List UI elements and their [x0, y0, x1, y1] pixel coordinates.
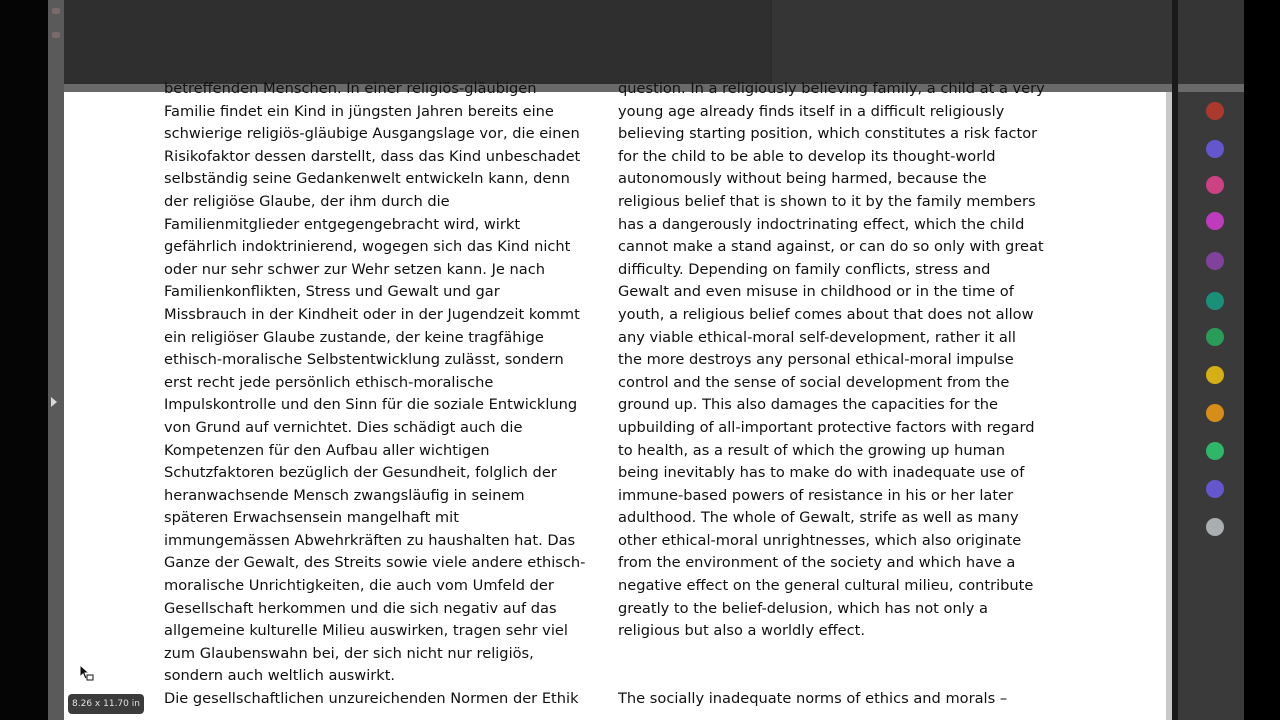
text-line: sondern auch weltlich auswirkt. [164, 667, 396, 685]
text-line: Familienkonflikten, Stress und Gewalt und gar [164, 283, 500, 301]
text-line: greatly to the belief-delusion, which has not only a [618, 599, 988, 617]
text-line: young age already finds itself in a difficult religiously [618, 102, 1005, 120]
text-line: selbständig seine Gedankenwelt entwickeln kann, denn [164, 170, 570, 188]
color-swatch[interactable] [1206, 102, 1224, 120]
text-line: has a dangerously indoctrinating effect, which the child [618, 215, 1025, 233]
text-line: Kompetenzen für den Aufbau aller wichtigen [164, 441, 490, 459]
color-swatch[interactable] [1206, 366, 1224, 384]
color-swatch[interactable] [1206, 176, 1224, 194]
color-swatch[interactable] [1206, 480, 1224, 498]
text-line: erst recht jede persönlich ethisch-moralische [164, 373, 494, 391]
far-right-edge [1244, 0, 1280, 720]
text-line: from the environment of the society and which have a [618, 554, 1016, 572]
text-line: adulthood. The whole of Gewalt, strife as well as many [618, 509, 1019, 527]
color-swatch[interactable] [1206, 292, 1224, 310]
text-line: Gewalt and even misuse in childhood or in the time of [618, 283, 1014, 301]
text-line: moralische Unrichtigkeiten, die auch vom Umfeld der [164, 577, 554, 595]
color-swatch[interactable] [1206, 140, 1224, 158]
text-line: control and the sense of social development from the [618, 373, 1010, 391]
text-line: ein religiöser Glaube zustande, der keine tragfähige [164, 328, 544, 346]
text-line: being inevitably has to make do with inadequate use of [618, 464, 1025, 482]
text-line: Schutzfaktoren bezüglich der Gesundheit, folglich der [164, 464, 557, 482]
color-swatch[interactable] [1206, 328, 1224, 346]
text-line: autonomously without being harmed, because the [618, 170, 987, 188]
color-swatch[interactable] [1206, 252, 1224, 270]
text-line: any viable ethical-moral self-development, rather it all [618, 328, 1016, 346]
text-line [618, 665, 1058, 688]
text-line: immune-based powers of resistance in his or her later [618, 486, 1014, 504]
text-line: Risikofaktor dessen darstellt, dass das Kind unbeschadet [164, 147, 581, 165]
left-edge-strip [0, 0, 48, 720]
panel-indicator [52, 32, 60, 38]
panel-indicator [52, 8, 60, 14]
color-swatch[interactable] [1206, 442, 1224, 460]
text-line: Ganze der Gewalt, des Streits sowie viele andere ethisch- [164, 554, 586, 572]
document-page[interactable] [64, 80, 1166, 720]
chevron-right-icon[interactable] [51, 397, 57, 407]
text-line: cannot make a stand against, or can do so only with great [618, 238, 1044, 256]
text-line: Familienmitglieder entgegengebracht wird, wirkt [164, 215, 521, 233]
german-text-column [164, 78, 604, 711]
text-line: von Grund auf vernichtet. Dies schädigt auch die [164, 418, 523, 436]
text-line: betreffenden Menschen. In einer religiös-gläubigen [164, 80, 537, 97]
text-line: gefährlich indoktrinierend, wogegen sich das Kind nicht [164, 238, 571, 256]
color-swatch[interactable] [1206, 518, 1224, 536]
text-line: negative effect on the general cultural milieu, contribute [618, 577, 1034, 595]
text-line: heranwachsende Mensch zwangsläufig in seinem [164, 486, 525, 504]
text-line: späteren Erwachsensein mangelhaft mit [164, 509, 459, 527]
text-line: schwierige religiös-gläubige Ausgangslage vor, die einen [164, 125, 580, 143]
text-line: Gesellschaft herkommen und die sich negativ auf das [164, 599, 557, 617]
text-line: ethisch-moralische Selbstentwicklung zulässt, sondern [164, 351, 564, 369]
right-tool-palette [1178, 92, 1244, 720]
text-line: youth, a religious belief comes about that does not allow [618, 305, 1034, 323]
text-line [618, 643, 1058, 666]
text-line: to health, as a result of which the growing up human [618, 441, 1005, 459]
text-line: for the child to be able to develop its thought-world [618, 147, 996, 165]
text-line: der religiöse Glaube, der ihm durch die [164, 192, 450, 210]
text-line: other ethical-moral unrightnesses, which also originate [618, 531, 1022, 549]
color-swatch[interactable] [1206, 212, 1224, 230]
page-size-badge: 8.26 x 11.70 in [68, 694, 144, 714]
text-line: difficulty. Depending on family conflicts, stress and [618, 260, 991, 278]
text-line: religious but also a worldly effect. [618, 622, 866, 640]
text-line: Impulskontrolle und den Sinn für die soziale Entwicklung [164, 396, 578, 414]
text-line: Familie findet ein Kind in jüngsten Jahren bereits eine [164, 102, 554, 120]
text-line: allgemeine kulturelle Milieu auswirken, tragen sehr viel [164, 622, 568, 640]
left-collapsed-panel[interactable] [48, 0, 64, 720]
text-line: immungemässen Abwehrkräften zu haushalten hat. Das [164, 531, 576, 549]
text-line: religious belief that is shown to it by the family members [618, 192, 1036, 210]
text-line: ground up. This also damages the capacities for the [618, 396, 999, 414]
text-line: upbuilding of all-important protective factors with regard [618, 418, 1035, 436]
color-swatch[interactable] [1206, 404, 1224, 422]
english-text-column [618, 78, 1058, 711]
text-line: the more destroys any personal ethical-moral impulse [618, 351, 1014, 369]
text-line: oder nur sehr schwer zur Wehr setzen kann. Je nach [164, 260, 545, 278]
text-line: zum Glaubenswahn bei, der sich nicht nur religiös, [164, 644, 534, 662]
text-line: believing starting position, which constitutes a risk factor [618, 125, 1038, 143]
text-line: Missbrauch in der Kindheit oder in der Jugendzeit kommt [164, 305, 580, 323]
text-line: The socially inadequate norms of ethics and morals – [618, 690, 1008, 708]
mouse-pointer-icon [79, 664, 95, 684]
text-line: question. In a religiously believing family, a child at a very [618, 80, 1045, 97]
text-line: Die gesellschaftlichen unzureichenden Normen der Ethik [164, 690, 579, 708]
